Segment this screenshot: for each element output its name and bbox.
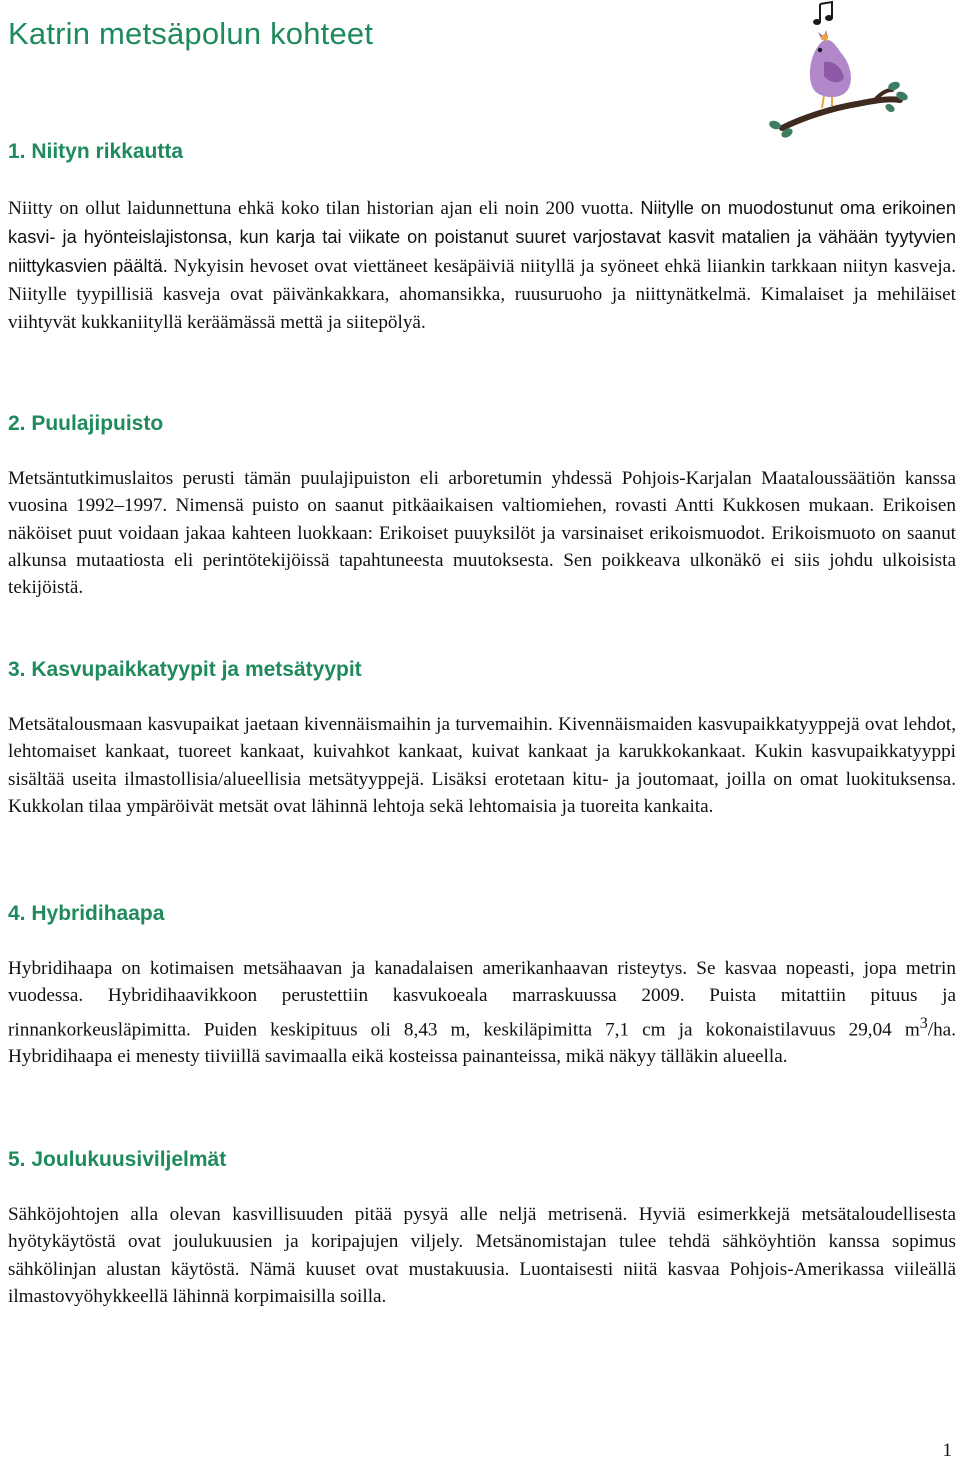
section-heading: 2. Puulajipuisto bbox=[8, 412, 164, 435]
page-number: 1 bbox=[942, 1440, 952, 1461]
section-heading: 1. Niityn rikkautta bbox=[8, 140, 184, 163]
page-title: Katrin metsäpolun kohteet bbox=[8, 16, 374, 51]
section-text: Metsätalousmaan kasvupaikat jaetaan kivennäismaihin ja turvemaihin. Kivennäismaiden kasvupaikkatyyppejä ovat lehdot, lehtomaiset kankaat, tuoreet kankaat, kuivahkot kankaat, kuivat kankaat ja karukkokankaat. Kukin kasvupaikkatyyppi sisältää useita ilmastollisia/alueellisia metsätyyppejä. Lisäksi erotetaan kitu- ja joutomaat, joilla on omat luokituksensa. Kukkolan tilaa ympäröivät metsät ovat lähinnä lehtoja sekä lehtomaisia ja tuoreita kankaita. bbox=[8, 714, 956, 817]
section-niityn-rikkautta bbox=[8, 139, 956, 337]
text-run-sans: Niitylle on muodostunut oma erikoinen kasvi- ja hyönteislajistonsa, kun karja tai viikate on poistanut suuret varjostavat kasvit matalien ja vähään tyytyvien niittykasvien päältä. bbox=[8, 198, 956, 277]
superscript: 3 bbox=[919, 1014, 928, 1032]
section-text bbox=[8, 194, 956, 337]
text-run: Nykyisin hevoset ovat viettäneet kesäpäiviä niityllä ja syöneet ehkä liiankin tarkkaan niityn kasveja. Niitylle tyypillisiä kasveja ovat päivänkakkara, ahomansikka, ruusuruoho ja niittynätkelmä. Kimalaiset ja mehiläiset viihtyvät kukkaniityllä keräämässä mettä ja siitepölyä. bbox=[8, 256, 956, 334]
section-joulukuusiviljelmat bbox=[8, 1147, 956, 1310]
section-heading: 5. Joulukuusiviljelmät bbox=[8, 1148, 227, 1171]
section-text: Metsäntutkimuslaitos perusti tämän puulajipuiston eli arboretumin yhdessä Pohjois-Karjalan Maataloussäätiön kanssa vuosina 1992–1997. Nimensä puisto on saanut pitkäaikaisen valtiomiehen, rovasti Antti Kukkosen mukaan. Erikoisen näköiset puut voidaan jakaa kahteen luokkaan: Erikoiset puuyksilöt ja varsinaiset erikoismuodot. Erikoismuoto on saanut alkunsa mutaatiosta eli perintötekijöissä tapahtuneesta muutoksesta. Sen poikkeava ulkonäkö ei siis johdu ulkoisista tekijöistä. bbox=[8, 468, 956, 599]
section-text bbox=[8, 955, 956, 1071]
section-hybridihaapa bbox=[8, 901, 956, 1071]
text-run: Hybridihaapa on kotimaisen metsähaavan ja kanadalaisen amerikanhaavan risteytys. Se kasvaa nopeasti, jopa metrin vuodessa. Hybridihaavikkoon perustettiin kasvukoeala marraskuussa 2009. Puista mitattiin pituus ja rinnankorkeusläpimitta. Puiden keskipituus oli 8,43 m, keskiläpimitta 7,1 cm ja kokonaistilavuus 29,04 m bbox=[8, 958, 956, 1040]
section-heading: 3. Kasvupaikkatyypit ja metsätyypit bbox=[8, 658, 362, 681]
section-puulajipuisto bbox=[8, 411, 956, 601]
bird-on-branch-icon bbox=[762, 0, 912, 140]
section-kasvupaikkatyypit bbox=[8, 657, 956, 820]
section-text: Sähköjohtojen alla olevan kasvillisuuden pitää pysyä alle neljä metrisenä. Hyviä esimerkkejä metsätaloudellisesta hyötykäytöstä ovat joulukuusien ja koripajujen viljely. Metsänomistajan tulee tehdä sähköyhtiön kanssa sopimus sähkölinjan alustan käytöstä. Nämä kuuset ovat mustakuusia. Luontaisesti niitä kasvaa Pohjois-Amerikassa viileällä ilmastovyöhykkeellä lähinnä korpimaisilla soilla. bbox=[8, 1204, 956, 1307]
text-run: Niitty on ollut laidunnettuna ehkä koko tilan historian ajan eli noin 200 vuotta. bbox=[8, 198, 641, 219]
section-heading: 4. Hybridihaapa bbox=[8, 902, 165, 925]
music-note-icon bbox=[813, 2, 833, 25]
text-run: /ha. Hybridihaapa ei menesty tiiviillä savimaalla eikä kosteissa painanteissa, mikä näkyy tälläkin alueella. bbox=[8, 1018, 956, 1068]
